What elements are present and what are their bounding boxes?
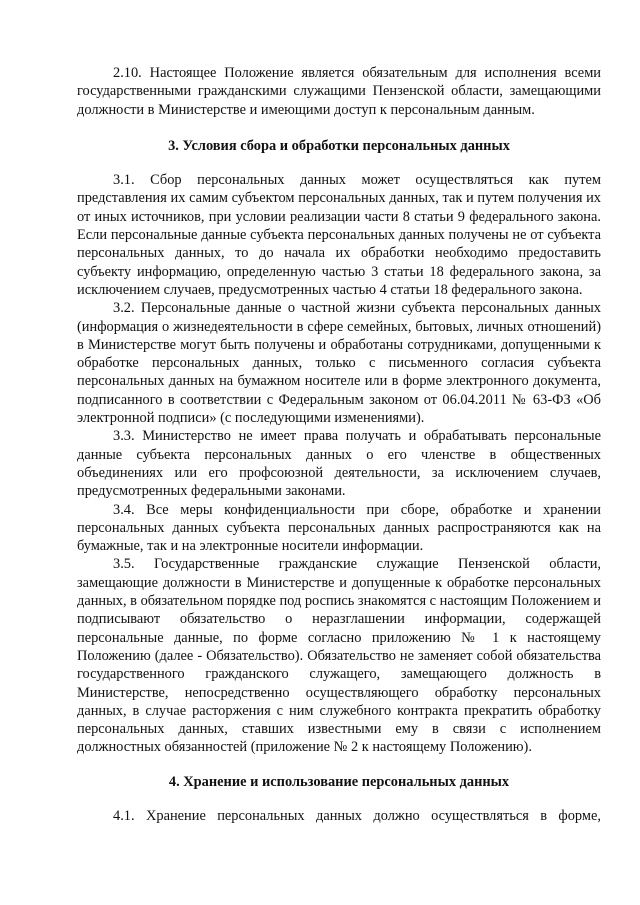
paragraph-3-4: 3.4. Все меры конфиденциальности при сборе, обработке и хранении персональных данных субъекта персональных данных распространяются как на бумажные, так и на электронные носители информации. [77,501,601,555]
document-page [77,64,601,825]
paragraph-3-2: 3.2. Персональные данные о частной жизни субъекта персональных данных (информация о жизнедеятельности в сфере семейных, бытовых, личных отношений) в Министерстве могут быть получены и обработаны сотрудниками, допущенными к обработке персональных данных, только с письменного согласия субъекта персональных данных на бумажном носителе или в форме электронного документа, подписанного в соответствии с Федеральным законом от 06.04.2011 № 63-ФЗ «Об электронной подписи» (с последующими изменениями). [77,300,601,427]
section-3-heading: 3. Условия сбора и обработки персональных данных [168,137,510,154]
paragraph-3-5: 3.5. Государственные гражданские служащие Пензенской области, замещающие должности в Министерстве и допущенные к обработке персональных данных, в обязательном порядке под роспись знакомятся с настоящим Положением и подписывают обязательство о неразглашении информации, содержащей персональные данные, по форме согласно приложению № 1 к настоящему Положению (далее - Обязательство). Обязательство не заменяет собой обязательства государственного гражданского служащего, замещающего должность в Министерстве, непосредственно осуществляющего обработку персональных данных, в случае расторжения с ним служебного контракта прекратить обработку персональных данных, ставших известными ему в связи с исполнением должностных обязанностей (приложение № 2 к настоящему Положению). [77,556,602,756]
paragraph-2-10: 2.10. Настоящее Положение является обязательным для исполнения всеми государственными гражданскими служащими Пензенской области, замещающими должности в Министерстве и имеющими доступ к персональным данным. [77,65,601,118]
paragraph-4-1: 4.1. Хранение персональных данных должно осуществляться в форме, [113,807,601,824]
paragraph-3-3: 3.3. Министерство не имеет права получать и обрабатывать персональные данные субъекта персональных данных о его членстве в общественных объединениях или его профсоюзной деятельности, за исключением случаев, предусмотренных федеральными законами. [77,428,601,500]
paragraph-3-1: 3.1. Сбор персональных данных может осуществляться как путем представления их самим субъектом персональных данных, так и путем получения их от иных источников, при условии реализации части 8 статьи 9 федерального закона. Если персональные данные субъекта персональных данных получены не от субъекта персональных данных, то до начала их обработки необходимо предоставить субъекту информацию, определенную частью 3 статьи 18 федерального закона, за исключением случаев, предусмотренных частью 4 статьи 18 федерального закона. [77,172,601,298]
section-4-heading: 4. Хранение и использование персональных данных [168,773,510,790]
